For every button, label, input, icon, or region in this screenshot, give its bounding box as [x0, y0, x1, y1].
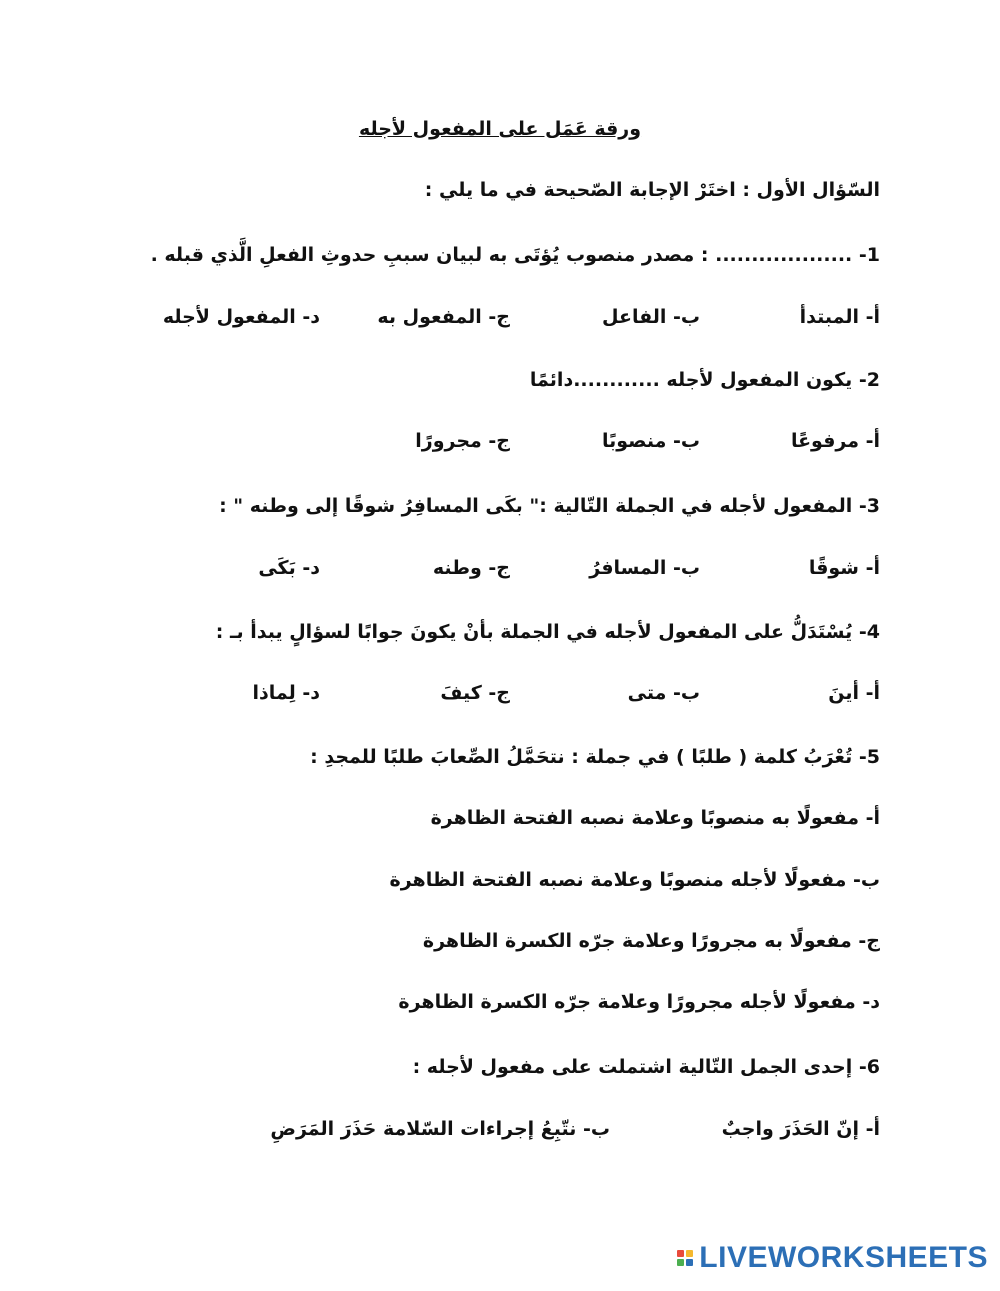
section-instruction: السّؤال الأول : اختَرْ الإجابة الصّحيحة في ما يلي : [424, 179, 880, 201]
q3-option-c[interactable]: ج- وطنه [432, 557, 510, 579]
worksheet-title: ورقة عَمَل على المفعول لأجله [358, 118, 642, 140]
question-3: 3- المفعول لأجله في الجملة التّالية :" بكَى المسافِرُ شوقًا إلى وطنه " : [219, 495, 880, 517]
q1-option-a[interactable]: أ- المبتدأ [799, 306, 880, 328]
q1-option-b[interactable]: ب- الفاعل [602, 306, 700, 328]
question-1: 1- ................... : مصدر منصوب يُؤتَى به لبيان سببِ حدوثِ الفعلِ الَّذي قبله . [150, 244, 880, 266]
q2-option-c[interactable]: ج- مجرورًا [415, 430, 510, 452]
q5-option-d[interactable]: د- مفعولًا لأجله مجرورًا وعلامة جرّه الكسرة الظاهرة [398, 991, 880, 1013]
q3-option-a[interactable]: أ- شوقًا [808, 557, 880, 579]
question-6: 6- إحدى الجمل التّالية اشتملت على مفعول لأجله : [412, 1056, 880, 1078]
liveworksheets-logo-icon [677, 1250, 693, 1266]
q4-option-a[interactable]: أ- أينَ [828, 682, 880, 704]
logo-text: LIVEWORKSHEETS [699, 1241, 988, 1274]
q5-option-c[interactable]: ج- مفعولًا به مجرورًا وعلامة جرّه الكسرة الظاهرة [422, 930, 880, 952]
q6-option-b[interactable]: ب- نتّبِعُ إجراءات السّلامة حَذَرَ المَرَضِ [270, 1118, 610, 1140]
question-2: 2- يكون المفعول لأجله ............دائمًا [529, 369, 880, 391]
q3-option-d[interactable]: د- بَكَى [258, 557, 320, 579]
question-5: 5- تُعْرَبُ كلمة ( طلبًا ) في جملة : نتحَمَّلُ الصِّعابَ طلبًا للمجدِ : [310, 746, 880, 768]
q1-option-d[interactable]: د- المفعول لأجله [162, 306, 320, 328]
q6-option-a[interactable]: أ- إنّ الحَذَرَ واجبٌ [721, 1118, 880, 1140]
q2-option-b[interactable]: ب- منصوبًا [601, 430, 700, 452]
q1-option-c[interactable]: ج- المفعول به [377, 306, 510, 328]
question-4: 4- يُسْتَدَلُّ على المفعول لأجله في الجملة بأنْ يكونَ جوابًا لسؤالٍ يبدأ بـ : [215, 621, 880, 643]
q5-option-a[interactable]: أ- مفعولًا به منصوبًا وعلامة نصبه الفتحة الظاهرة [430, 807, 880, 829]
liveworksheets-logo [677, 1241, 988, 1275]
q4-option-c[interactable]: ج- كيفَ [440, 682, 510, 704]
q4-option-b[interactable]: ب- متى [627, 682, 700, 704]
q2-option-a[interactable]: أ- مرفوعًا [790, 430, 880, 452]
q4-option-d[interactable]: د- لِماذا [252, 682, 320, 704]
q3-option-b[interactable]: ب- المسافرُ [589, 557, 700, 579]
q5-option-b[interactable]: ب- مفعولًا لأجله منصوبًا وعلامة نصبه الفتحة الظاهرة [389, 869, 880, 891]
